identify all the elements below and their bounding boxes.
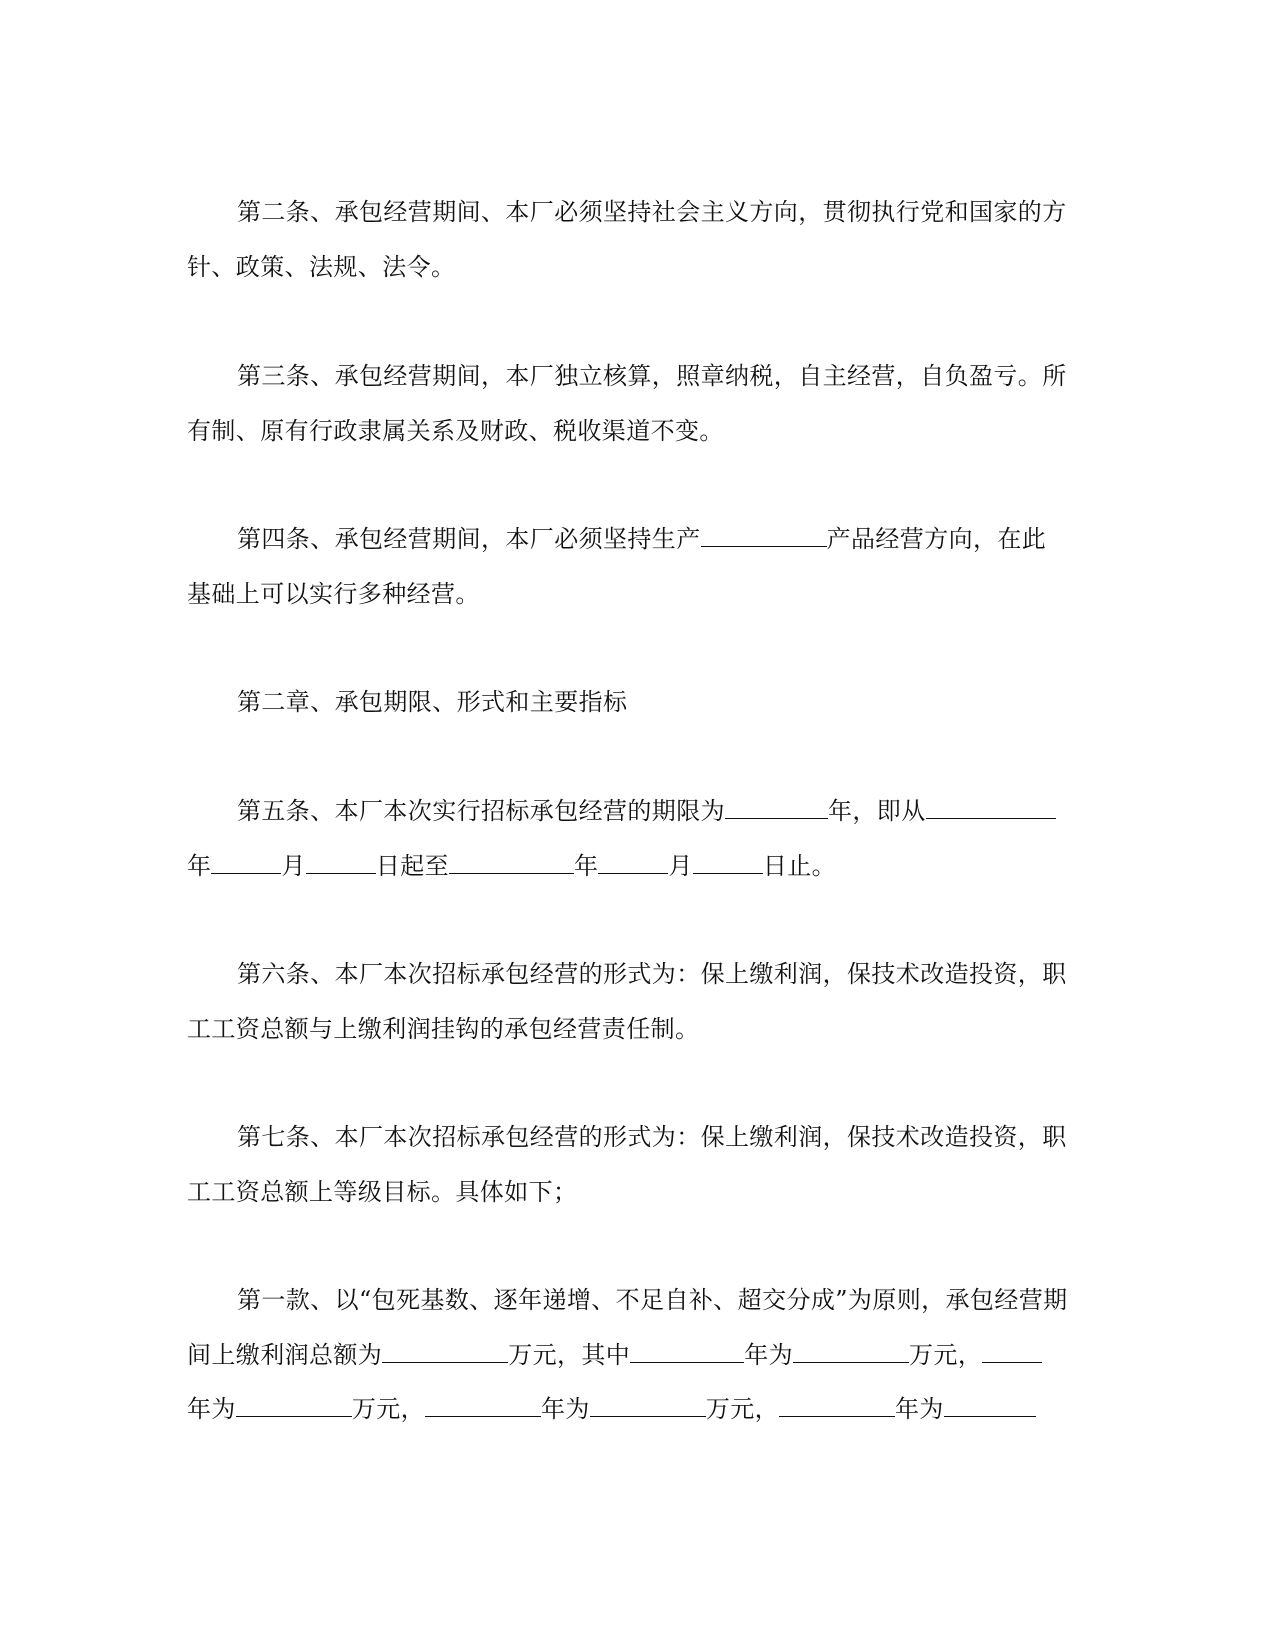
clause-1-year-label-1: 年为 [744,1341,794,1369]
article-5-line-2 [187,851,836,881]
article-5-month-label: 月 [281,852,306,880]
article-5-line-1 [237,796,1056,826]
article-5-year-label: 年 [187,852,212,880]
year-4-blank[interactable] [779,1394,895,1417]
product-blank[interactable] [701,524,827,547]
total-profit-blank[interactable] [382,1340,508,1363]
article-6-line-1: 第六条、本厂本次招标承包经营的形式为：保上缴利润，保技术改造投资，职 [237,960,1067,988]
article-6-line-2: 工工资总额与上缴利润挂钩的承包经营责任制。 [187,1015,700,1043]
article-4-line-1 [237,524,1046,554]
article-2-line-2: 针、政策、法规、法令。 [187,253,456,281]
start-day-blank[interactable] [306,851,376,874]
article-7-line-1: 第七条、本厂本次招标承包经营的形式为：保上缴利润，保技术改造投资，职 [237,1123,1067,1151]
clause-1-unit-1: 万元， [909,1341,983,1369]
article-5-text-a: 第五条、本厂本次实行招标承包经营的期限为 [237,797,725,825]
clause-1-among-label: 万元，其中 [508,1341,631,1369]
clause-1-year-label-2: 年为 [187,1395,236,1423]
clause-1-year-label-4: 年为 [895,1395,944,1423]
article-3-line-1: 第三条、承包经营期间，本厂独立核算，照章纳税，自主经营，自负盈亏。所 [237,362,1067,390]
year-2-blank[interactable] [982,1340,1042,1363]
clause-1-unit-3: 万元， [705,1395,780,1423]
year-1-blank[interactable] [630,1340,744,1363]
clause-1-line-1: 第一款、以“包死基数、逐年递增、不足自补、超交分成”为原则，承包经营期 [237,1286,1068,1314]
article-5-end-year-label: 年 [574,852,599,880]
clause-1-unit-2: 万元， [351,1395,426,1423]
chapter-2-heading: 第二章、承包期限、形式和主要指标 [237,688,628,716]
article-4-text-b: 产品经营方向，在此 [826,525,1047,553]
article-5-from-label: 日起至 [375,852,450,880]
article-5-end-month-label: 月 [668,852,693,880]
clause-1-line-2 [187,1340,1042,1370]
clause-1-year-label-3: 年为 [541,1395,590,1423]
amount-1-blank[interactable] [793,1340,909,1363]
article-2-line-1: 第二条、承包经营期间、本厂必须坚持社会主义方向，贯彻执行党和国家的方 [237,198,1067,226]
article-7-line-2: 工工资总额上等级目标。具体如下； [187,1178,578,1206]
article-4-text-a: 第四条、承包经营期间，本厂必须坚持生产 [237,525,701,553]
term-years-blank[interactable] [725,796,828,819]
clause-1-line-3 [187,1394,1036,1424]
amount-3-blank[interactable] [590,1394,706,1417]
start-month-blank[interactable] [211,851,281,874]
article-5-text-b: 年，即从 [828,797,926,825]
year-3-blank[interactable] [425,1394,541,1417]
end-day-blank[interactable] [693,851,763,874]
amount-2-blank[interactable] [236,1394,352,1417]
article-4-line-2: 基础上可以实行多种经营。 [187,580,480,608]
start-year-blank[interactable] [926,796,1056,819]
amount-4-blank[interactable] [944,1394,1036,1417]
article-3-line-2: 有制、原有行政隶属关系及财政、税收渠道不变。 [187,417,724,445]
end-month-blank[interactable] [598,851,668,874]
article-5-end-label: 日止。 [762,852,837,880]
end-year-blank[interactable] [449,851,574,874]
clause-1-total-label: 间上缴利润总额为 [187,1341,383,1369]
